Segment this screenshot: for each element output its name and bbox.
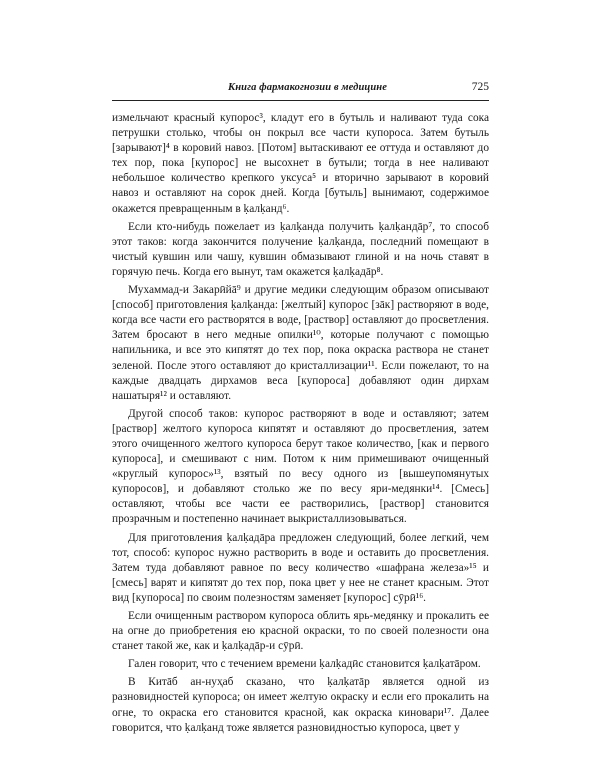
page-number: 725 <box>471 81 489 93</box>
body-text <box>112 111 489 739</box>
paragraph: Если очищенным раствором купороса облить ярь-медянку и прокалить ее на огне до приобретения ею красной окраски, то по своей полезности она станет такой же, как и ḳалḳадāр-и сӯрӣ. <box>112 610 489 653</box>
paragraph: Если кто-нибудь пожелает из ḳалḳанда получить ḳалḳандāр⁷, то способ этот таков: когда закончится получение ḳалḳанда, последний помещают в чистый кувшин или чашу, кувшин обмазывают глиной и на ночь ставят в горячую печь. Когда его вынут, там окажется ḳалḳадāр⁸. <box>112 220 489 278</box>
paragraph: Гален говорит, что с течением времени ḳалḳадӣс становится ḳалḳатāром. <box>128 658 481 671</box>
paragraph: В Китāб ан-нуҳаб сказано, что ḳалḳатāр является одной из разновидностей купороса; он имеет желтую окраску и если его прокалить на огне, то окраска его становится красной, как окраска киновари¹⁷. Далее говорится, что ḳалḳанд тоже является разновидностью купороса, цвет у <box>112 676 489 734</box>
paragraph: Мухаммад-и Закарӣйā⁹ и другие медики следующим образом описывают [способ] приготовления ḳалḳанда: [желтый] купорос [зāк] растворяют в воде, когда все части его растворятся в воде, [раствор] оставляют до просветления. Затем бросают в него медные опилки¹⁰, которые получают с помощью напильника, и все это кипятят до тех пор, пока окраска раствора не станет зеленой. После этого оставляют до кристаллизации¹¹. Если пожелают, то на каждые двадцать дирхамов веса [купороса] добавляют один дирхам нашатыря¹² и оставляют. <box>112 284 489 402</box>
paragraph: Для приготовления ḳалḳадāра предложен следующий, более легкий, чем тот, способ: купорос нужно растворить в воде и оставить до просветления. Затем туда добавляют равное по весу количество «шафрана железа»¹⁵ и [смесь] варят и кипятят до тех пор, пока цвет у нее не станет красным. Этот вид [купороса] по своим полезностям заменяет [купорос] сӯрӣ¹⁶. <box>112 531 489 604</box>
paragraph: измельчают красный купорос³, кладут его в бутыль и наливают туда сока петрушки столько, чтобы он покрыл все части купороса. Затем бутыль [зарывают]⁴ в коровий навоз. [Потом] вытаскивают ее оттуда и оставляют до тех пор, пока [купорос] не высохнет в бутыли; тогда в нее наливают небольшое количество крепкого уксуса⁵ и вторично зарывают в коровий навоз и оставляют на сорок дней. Когда [бутыль] вынимают, содержимое окажется превращенным в ḳалḳанд⁶. <box>112 112 489 215</box>
paragraph: Другой способ таков: купорос растворяют в воде и оставляют; затем [раствор] желтого купороса кипятят и оставляют до просветления, затем этого очищенного желтого купороса берут такое количество, [как и первого купороса], и смешивают с ним. Потом к ним примешивают очищенный «круглый купорос»¹³, взятый по весу одного из [вышеупомянутых купоросов], и добавляют столько же по весу яри-медянки¹⁴. [Смесь] оставляют, чтобы все части ее растворились, [раствор] становится прозрачным и постепенно начинает выкристаллизовываться. <box>112 407 489 526</box>
running-header <box>112 80 489 101</box>
running-title: Книга фармакогнозии в медицине <box>228 82 387 93</box>
